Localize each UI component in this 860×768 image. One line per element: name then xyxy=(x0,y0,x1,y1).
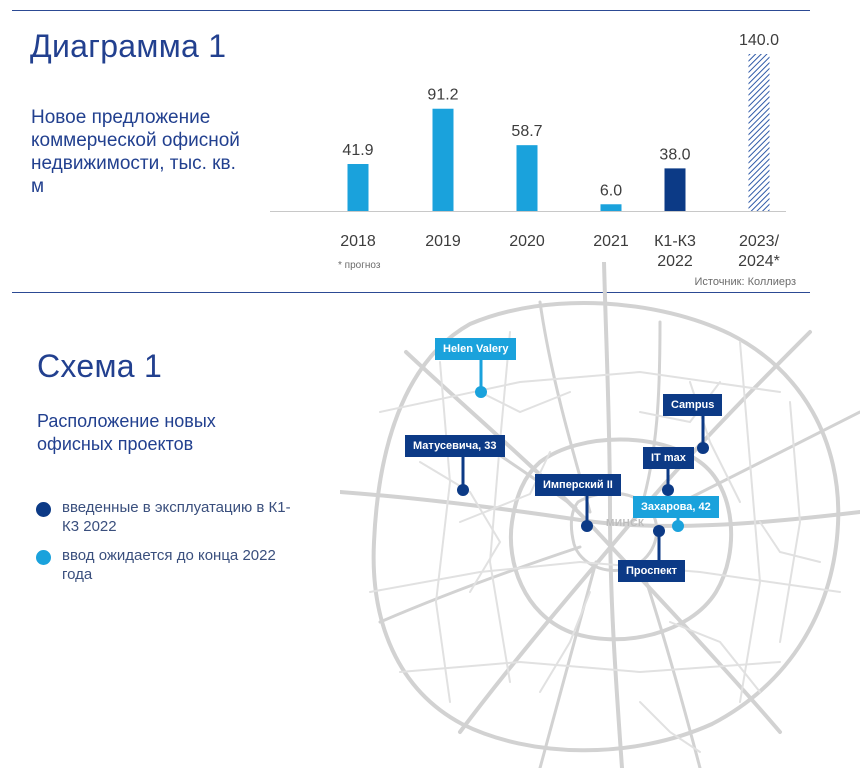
marker-campus xyxy=(697,442,709,454)
ring-road-inner xyxy=(511,440,731,640)
city-map xyxy=(340,262,860,768)
marker-prospekt xyxy=(653,525,665,537)
legend-label-planned: ввод ожидается до конца 2022 года xyxy=(62,547,276,583)
bar-1 xyxy=(433,109,454,211)
value-label-4: 38.0 xyxy=(659,146,691,164)
value-label-3: 6.0 xyxy=(599,182,623,200)
project-label-campus: Campus xyxy=(663,394,722,416)
bar-5 xyxy=(749,54,770,211)
marker-matusevicha xyxy=(457,484,469,496)
project-label-it-max: IT max xyxy=(643,447,694,469)
project-label-helen-valery: Helen Valery xyxy=(435,338,516,360)
legend-label-commissioned: введенные в эксплуатацию в К1-К3 2022 xyxy=(62,499,291,535)
project-label-prospekt: Проспект xyxy=(618,560,685,582)
tick-label-5: 2023/ 2024* xyxy=(738,233,780,270)
marker-zakharova xyxy=(672,520,684,532)
tick-label-3: 2021 xyxy=(593,233,629,250)
bar-2 xyxy=(517,145,538,211)
tick-label-0: 2018 xyxy=(340,233,376,250)
bar-3 xyxy=(601,204,622,211)
city-label: МИНСК xyxy=(606,518,645,529)
value-label-2: 58.7 xyxy=(511,123,543,141)
scheme-title: Схема 1 xyxy=(37,348,163,384)
legend-dot-dark xyxy=(36,502,51,517)
value-label-5: 140.0 xyxy=(738,32,780,49)
marker-helen-valery xyxy=(475,386,487,398)
value-label-0: 41.9 xyxy=(342,142,374,160)
tick-label-2: 2020 xyxy=(509,233,545,250)
chart-source: Источник: Коллиерз xyxy=(694,276,796,288)
scheme-subtitle: Расположение новых офисных проектов xyxy=(37,411,216,454)
value-label-1: 91.2 xyxy=(427,86,459,104)
chart-title: Диаграмма 1 xyxy=(30,28,227,64)
project-label-imperskiy: Имперский II xyxy=(535,474,621,496)
marker-imperskiy xyxy=(581,520,593,532)
tick-label-4: К1-К3 2022 xyxy=(654,233,696,270)
chart-subtitle: Новое предложение коммерческой офисной недвижимости, тыс. кв. м xyxy=(31,107,240,197)
marker-it-max xyxy=(662,484,674,496)
project-label-matusevicha: Матусевича, 33 xyxy=(405,435,505,457)
legend-dot-light xyxy=(36,550,51,565)
bar-0 xyxy=(348,164,369,211)
project-label-zakharova: Захарова, 42 xyxy=(633,496,719,518)
chart-footnote: * прогноз xyxy=(338,260,381,271)
bar-chart xyxy=(0,0,860,290)
bar-4 xyxy=(665,168,686,211)
tick-label-1: 2019 xyxy=(425,233,461,250)
